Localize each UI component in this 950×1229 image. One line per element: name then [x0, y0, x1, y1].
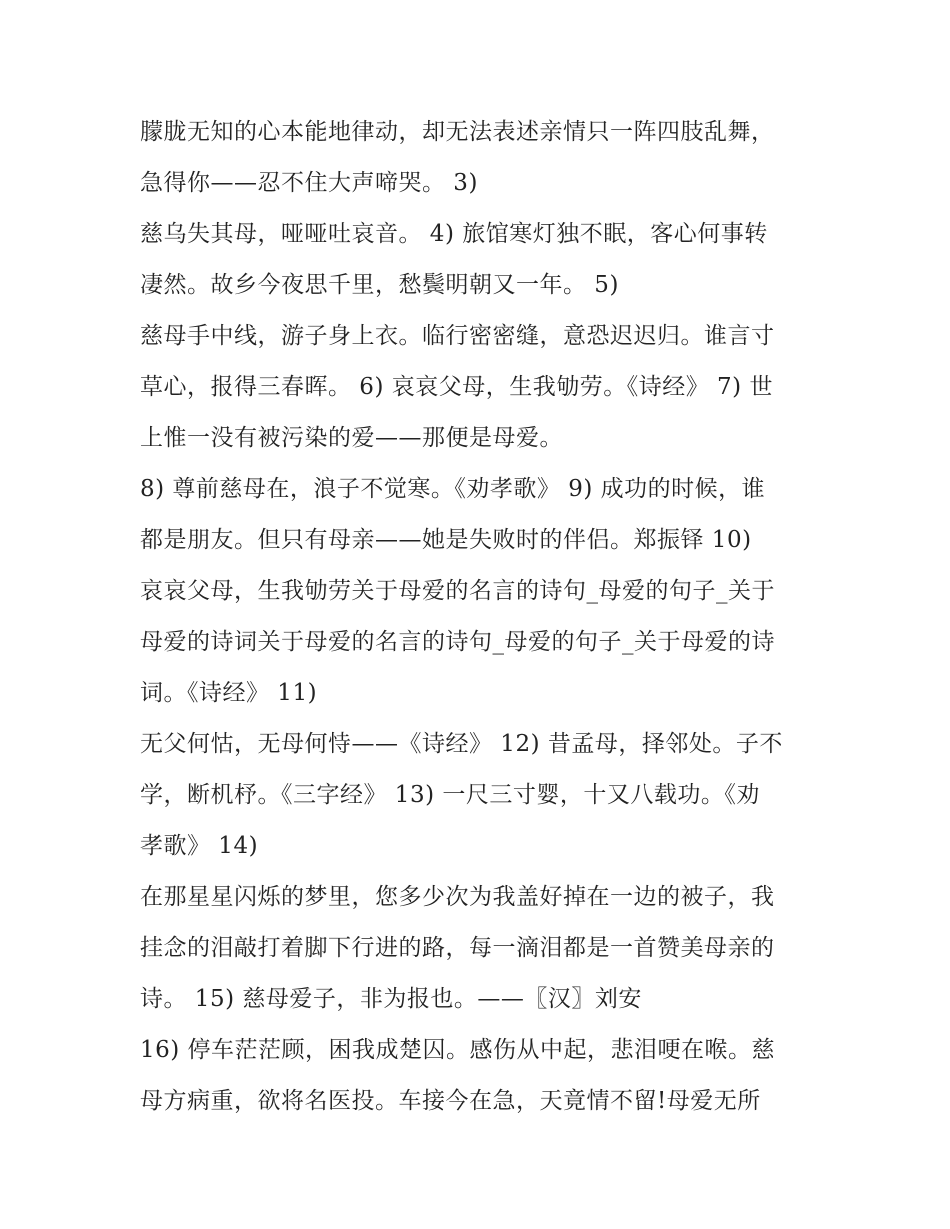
text-line-20: 母方病重，欲将名医投。车接今在急，天竟情不留!母爱无所 — [140, 1088, 761, 1114]
text-line-13: 无父何怙，无母何恃——《诗经》 12) 昔孟母，择邻处。子不 — [140, 731, 783, 757]
text-line-10: 哀哀父母，生我劬劳关于母爱的名言的诗句_母爱的句子_关于 — [140, 578, 775, 604]
text-line-12: 词。《诗经》 11) — [140, 680, 318, 706]
document-body — [140, 107, 830, 1127]
text-line-17: 挂念的泪敲打着脚下行进的路，每一滴泪都是一首赞美母亲的 — [140, 935, 775, 961]
text-line-7: 上惟一没有被污染的爱——那便是母爱。 — [140, 425, 563, 451]
text-line-5: 慈母手中线，游子身上衣。临行密密缝，意恐迟迟归。谁言寸 — [140, 323, 775, 349]
text-line-6: 草心，报得三春晖。 6) 哀哀父母，生我劬劳。《诗经》 7) 世 — [140, 374, 773, 400]
text-line-16: 在那星星闪烁的梦里，您多少次为我盖好掉在一边的被子，我 — [140, 884, 775, 910]
text-line-14: 学，断机杼。《三字经》 13) 一尺三寸婴，十又八载功。《劝 — [140, 782, 760, 808]
text-line-19: 16) 停车茫茫顾，困我成楚囚。感伤从中起，悲泪哽在喉。慈 — [140, 1037, 776, 1063]
text-line-15: 孝歌》 14) — [140, 833, 259, 859]
text-line-18: 诗。 15) 慈母爱子，非为报也。——〖汉〗刘安 — [140, 986, 642, 1012]
text-line-4: 凄然。故乡今夜思千里，愁鬓明朝又一年。 5) — [140, 272, 619, 298]
text-line-11: 母爱的诗词关于母爱的名言的诗句_母爱的句子_关于母爱的诗 — [140, 629, 775, 655]
text-line-8: 8) 尊前慈母在，浪子不觉寒。《劝孝歌》 9) 成功的时候，谁 — [140, 476, 766, 502]
text-line-3: 慈乌失其母，哑哑吐哀音。 4) 旅馆寒灯独不眠，客心何事转 — [140, 221, 768, 247]
text-line-1: 朦胧无知的心本能地律动，却无法表述亲情只一阵四肢乱舞， — [140, 119, 775, 145]
text-line-2: 急得你——忍不住大声啼哭。 3) — [140, 170, 478, 196]
text-line-9: 都是朋友。但只有母亲——她是失败时的伴侣。郑振铎 10) — [140, 527, 752, 553]
